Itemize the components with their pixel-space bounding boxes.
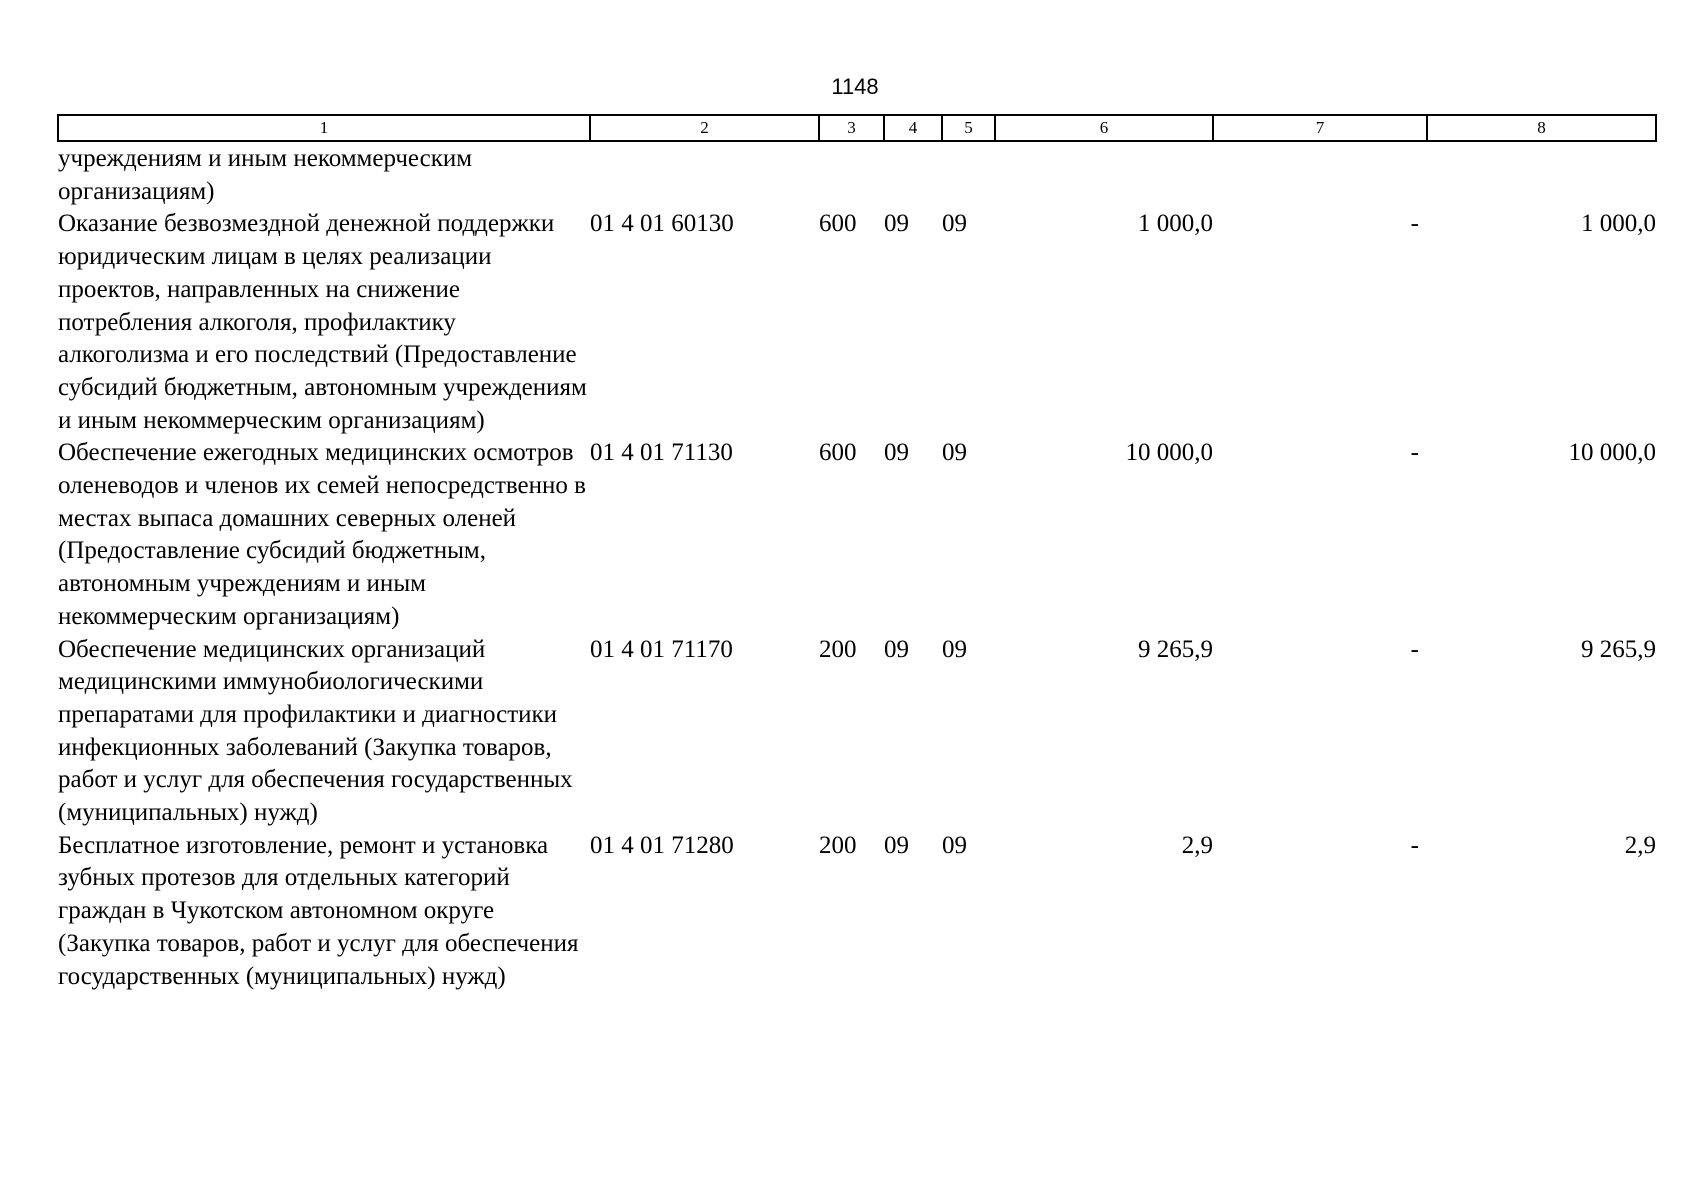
table-header [58, 115, 1656, 141]
row-pr: 09 [942, 831, 967, 859]
header-cell: 3 [819, 115, 884, 141]
header-cell: 5 [942, 115, 995, 141]
row-col7: - [1410, 210, 1419, 238]
row-rz: 09 [884, 831, 909, 859]
row-col7: - [1410, 635, 1419, 663]
row-total: 9 265,9 [1138, 635, 1213, 663]
table-row [58, 437, 1656, 633]
row-code: 01 4 01 60130 [590, 210, 734, 238]
header-cell: 2 [590, 115, 819, 141]
table-row [58, 208, 1656, 437]
budget-table [57, 114, 1657, 993]
row-name: Обеспечение ежегодных медицинских осмотров оленеводов и членов их семей непосредственно в местах выпаса домашних северных оленей (Предоставление субсидий бюджетным, автономным учреждениям и иным некоммерческим организациям) [58, 439, 586, 630]
row-col7: - [1410, 439, 1419, 467]
row-vr: 600 [819, 210, 857, 238]
header-cell: 8 [1427, 115, 1656, 141]
row-vr: 200 [819, 635, 857, 663]
page-number: 1148 [831, 74, 879, 99]
row-code: 01 4 01 71170 [590, 635, 733, 663]
row-col7: - [1410, 831, 1419, 859]
row-vr: 200 [819, 831, 857, 859]
table-body [58, 141, 1656, 993]
row-code: 01 4 01 71280 [590, 831, 734, 859]
row-total: 10 000,0 [1125, 439, 1213, 467]
table-row [58, 634, 1656, 830]
row-col8: 2,9 [1624, 831, 1656, 859]
row-code: 01 4 01 71130 [590, 439, 733, 467]
row-rz: 09 [884, 439, 909, 467]
header-cell: 6 [995, 115, 1213, 141]
row-col8: 10 000,0 [1568, 439, 1656, 467]
header-row [58, 115, 1656, 141]
continuation-row [58, 141, 1656, 208]
row-rz: 09 [884, 635, 909, 663]
row-col8: 9 265,9 [1581, 635, 1656, 663]
row-vr: 600 [819, 439, 857, 467]
row-total: 2,9 [1181, 831, 1213, 859]
row-name: Оказание безвозмездной денежной поддержки юридическим лицам в целях реализации проектов, направленных на снижение потребления алкоголя, профилактику алкоголизма и его последствий (Предоставление субсидий бюджетным, автономным учреждениям и иным некоммерческим организациям) [58, 210, 587, 434]
row-total: 1 000,0 [1138, 210, 1213, 238]
continuation-text: учреждениям и иным некоммерческим организациям) [58, 145, 473, 205]
table-row [58, 830, 1656, 994]
row-pr: 09 [942, 439, 967, 467]
row-name: Обеспечение медицинских организаций медицинскими иммунобиологическими препаратами для профилактики и диагностики инфекционных заболеваний (Закупка товаров, работ и услуг для обеспечения государственных (муниципальных) нужд) [58, 635, 573, 827]
row-rz: 09 [884, 210, 909, 238]
header-cell: 7 [1213, 115, 1427, 141]
row-col8: 1 000,0 [1581, 210, 1656, 238]
row-name: Бесплатное изготовление, ремонт и установка зубных протезов для отдельных категорий граждан в Чукотском автономном округе (Закупка товаров, работ и услуг для обеспечения государственных (муниципальных) нужд) [58, 831, 579, 990]
row-pr: 09 [942, 210, 967, 238]
row-pr: 09 [942, 635, 967, 663]
header-cell: 1 [58, 115, 590, 141]
header-cell: 4 [884, 115, 942, 141]
